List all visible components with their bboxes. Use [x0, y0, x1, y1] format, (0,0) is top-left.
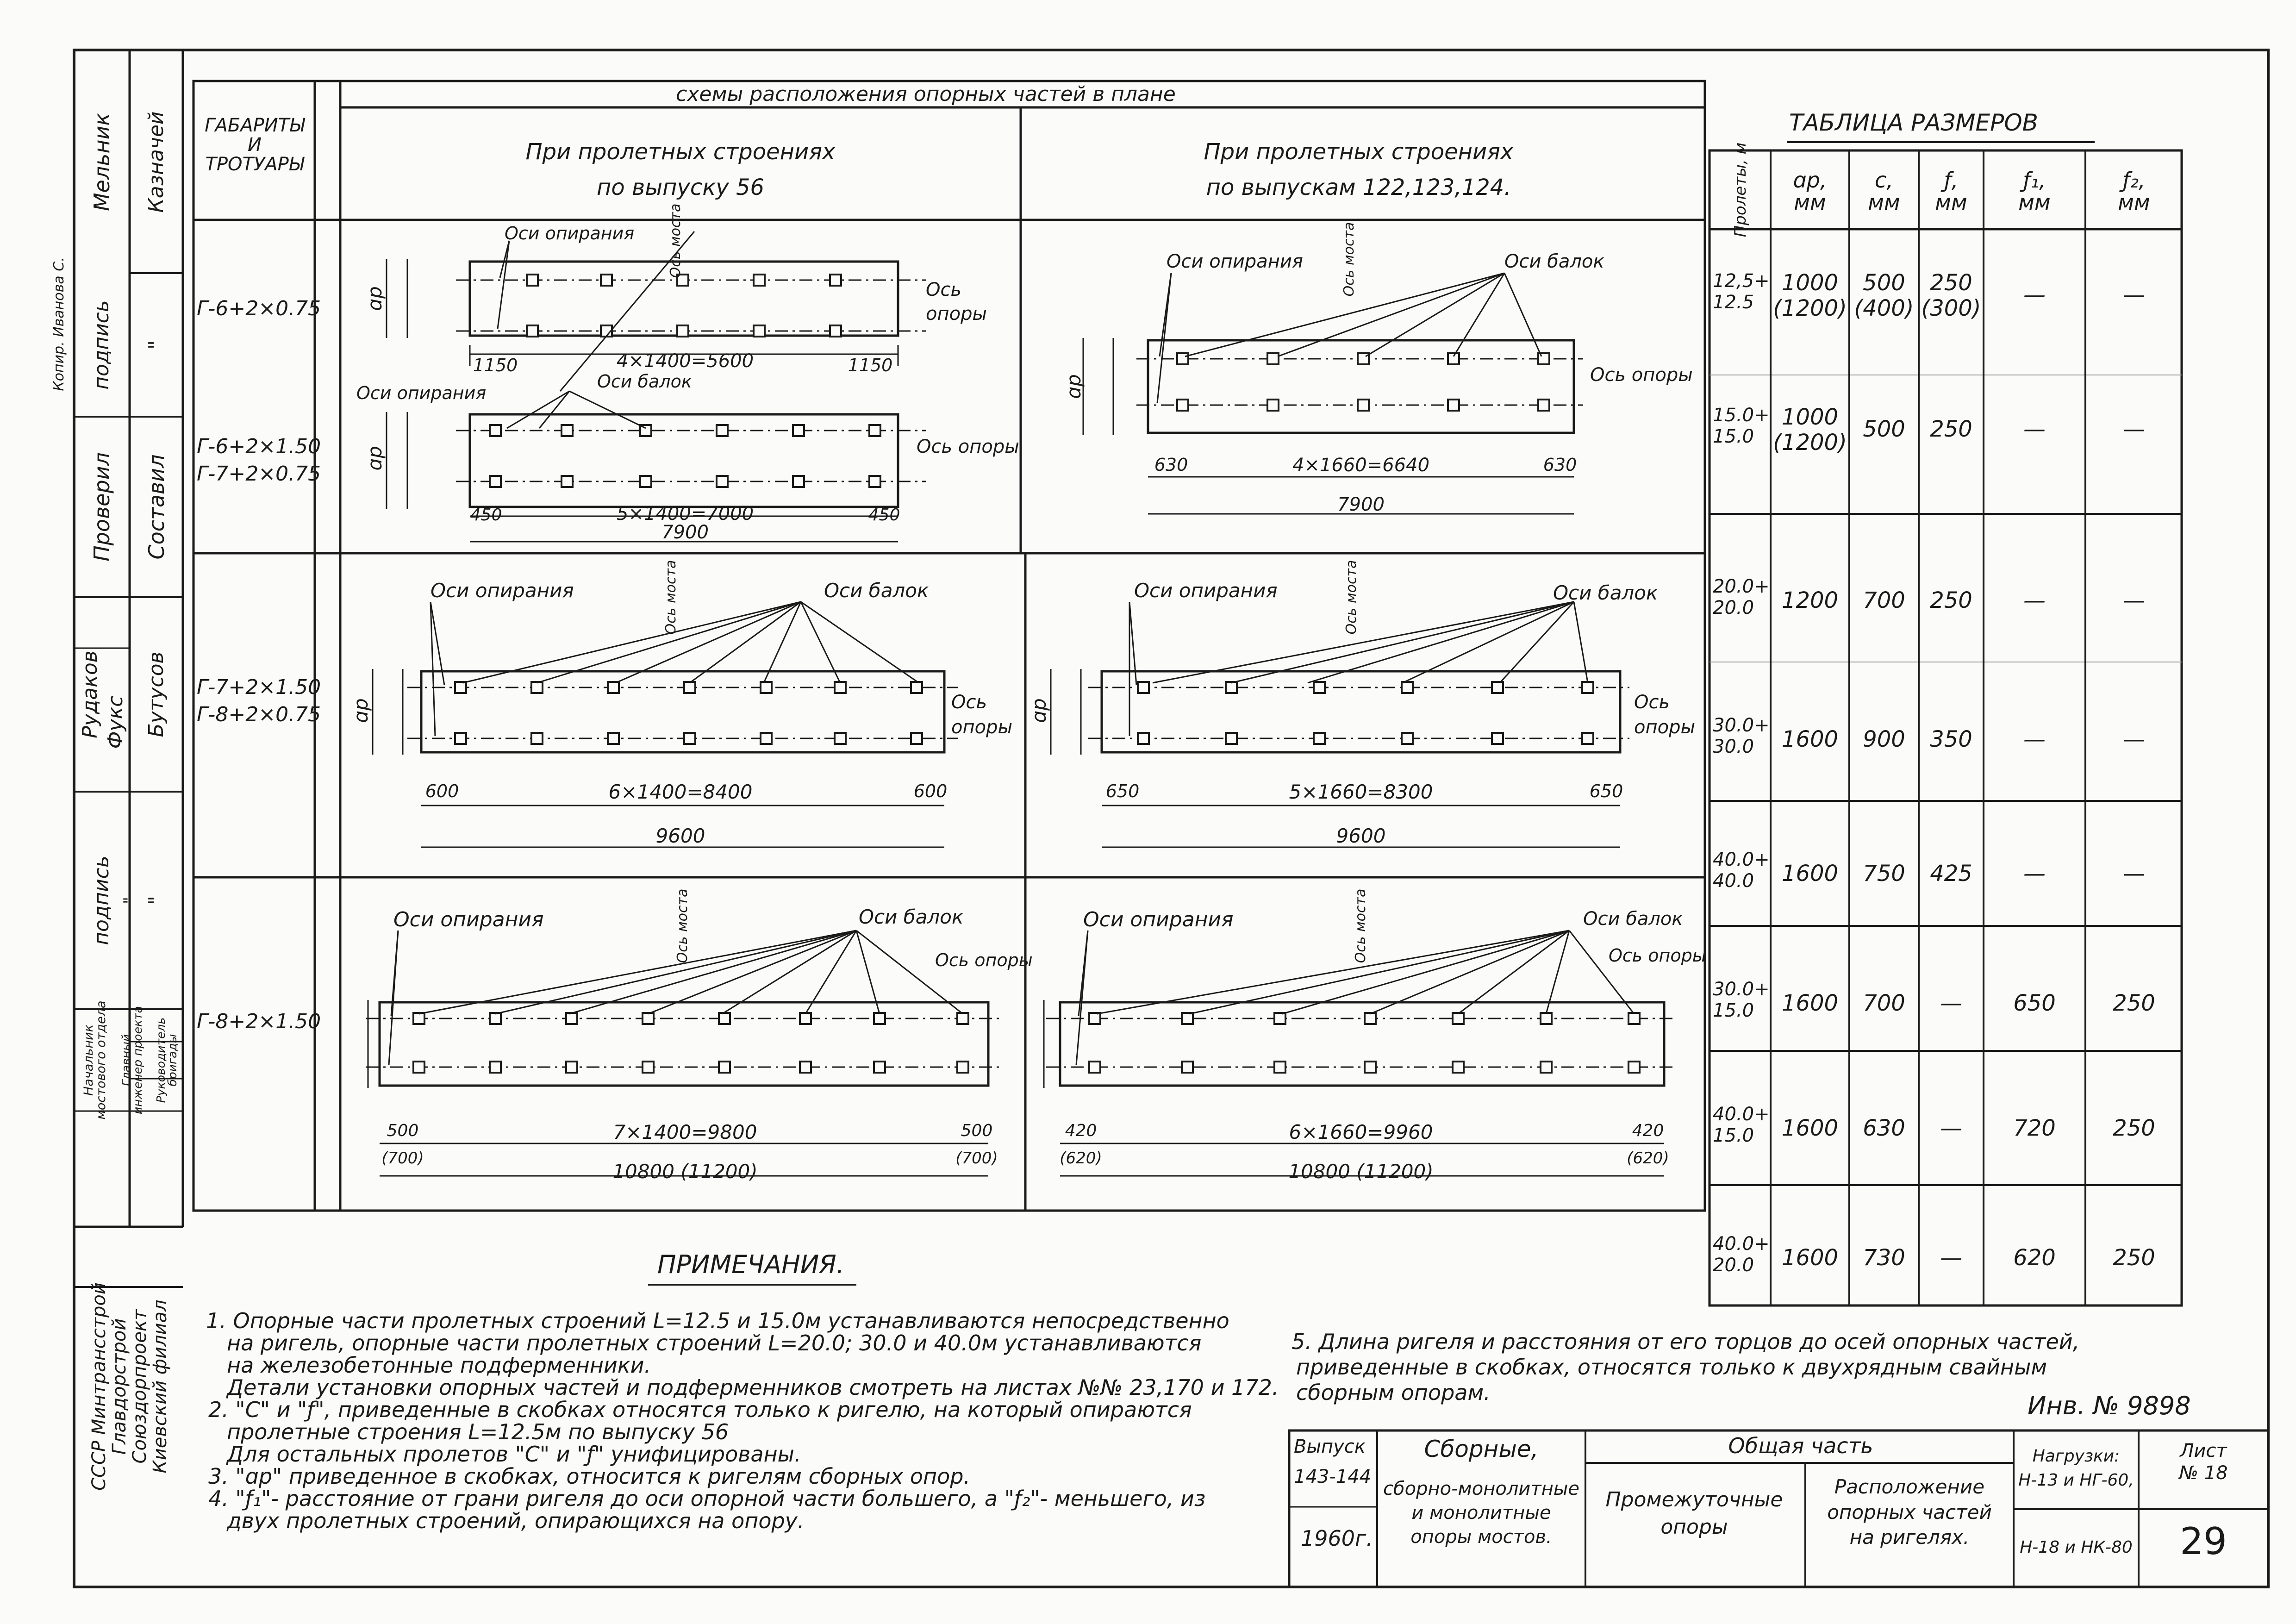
bearing-mark — [413, 1062, 424, 1073]
notes-title: ПРИМЕЧАНИЯ. — [657, 1250, 844, 1279]
plan6-dim-mid: 7×1400=9800 — [613, 1121, 757, 1143]
plan4-dim-left: 600 — [425, 781, 459, 801]
size-table-cell: 250 (300) — [1921, 270, 1981, 322]
plan6-dim-total: 10800 (11200) — [612, 1160, 758, 1183]
plan5-osi-balok: Оси балок — [1553, 581, 1658, 604]
stamp-vypusk: 143-144 — [1294, 1466, 1372, 1487]
bearing-mark — [1182, 1062, 1193, 1073]
size-table-header-f2: ƒ₂, мм — [2118, 168, 2150, 215]
bearing-mark — [835, 682, 846, 693]
bearing-mark — [1453, 1062, 1464, 1073]
bearing-mark — [566, 1062, 577, 1073]
size-table-cell: — — [2023, 587, 2046, 613]
plan7-os-opory: Ось опоры — [1609, 945, 1706, 966]
bearing-mark — [835, 733, 846, 744]
size-table-cell: 425 — [1930, 861, 1972, 887]
bearing-mark — [793, 425, 804, 436]
sidebar-copy-note: Копир. Иванова С. — [51, 257, 67, 391]
stamp-sheet-label: Лист № 18 — [2179, 1440, 2228, 1484]
bearing-mark — [562, 425, 573, 436]
bearing-mark — [490, 425, 501, 436]
bearing-mark — [608, 733, 619, 744]
size-table-cell: 1000 (1200) — [1773, 404, 1847, 456]
sidebar-proveril: Проверил — [89, 452, 114, 562]
bearing-mark — [643, 1062, 654, 1073]
bearing-mark — [1492, 682, 1503, 693]
stamp-subtitle-1: Промежуточные опоры — [1605, 1488, 1783, 1539]
bearing-mark — [761, 733, 772, 744]
plan5-ap: ɑр — [1028, 698, 1050, 723]
bearing-mark — [1089, 1062, 1100, 1073]
plan2-osi-balok: Оси балок — [597, 371, 692, 392]
size-table-cell: — — [2123, 861, 2145, 887]
bearing-mark — [1182, 1013, 1193, 1024]
bearing-mark — [793, 476, 804, 487]
sidebar-podpis-1: подпись — [90, 300, 113, 390]
plan5-dim-total: 9600 — [1336, 824, 1386, 847]
bearing-mark — [717, 425, 728, 436]
bearing-mark — [1226, 733, 1237, 744]
size-table-cell: — — [2123, 587, 2145, 613]
size-table-cell: 350 — [1930, 726, 1972, 752]
plan2-dim-left: 450 — [470, 506, 502, 525]
plan3-dim-total: 7900 — [1337, 494, 1385, 515]
bearing-mark — [874, 1062, 885, 1073]
stamp-year: 1960г. — [1301, 1526, 1373, 1551]
bearing-mark — [643, 1013, 654, 1024]
note-line: на железобетонные подферменники. — [227, 1353, 651, 1378]
plan2-dim-right: 450 — [868, 506, 900, 525]
bearing-mark — [719, 1062, 730, 1073]
plan3-osi-balok: Оси балок — [1504, 251, 1604, 272]
bearing-mark — [1177, 353, 1188, 364]
size-table-span-cell: 15.0+ 15.0 — [1713, 405, 1770, 447]
plan3-ap: ɑр — [1062, 374, 1085, 399]
sidebar-organization: СССР Минтрансстрой Главдорстрой Союздорпроект Киевский филиал — [88, 1282, 171, 1491]
bearing-mark — [1089, 1013, 1100, 1024]
bearing-mark — [527, 275, 538, 286]
size-table-span-cell: 40.0+ 15.0 — [1713, 1104, 1770, 1146]
sidebar-name-fuks: Фукс — [104, 695, 127, 749]
stamp-section: Общая часть — [1728, 1433, 1873, 1458]
plan6-os-mosta: Ось моста — [674, 888, 691, 963]
size-table-cell: — — [2023, 416, 2046, 442]
size-table-span-cell: 30.0+ 15.0 — [1713, 979, 1770, 1021]
size-table-cell: — — [2123, 726, 2145, 752]
size-table-header-c: с, мм — [1868, 168, 1900, 215]
bearing-mark — [490, 1062, 501, 1073]
plan7-osi-balok: Оси балок — [1583, 908, 1683, 930]
plan7-dim-right: 420 — [1632, 1121, 1664, 1140]
size-table-header-ap: ɑр, мм — [1793, 168, 1827, 215]
stamp-subtitle-2: Расположение опорных частей на ригелях. — [1827, 1475, 1992, 1549]
bearing-mark — [527, 325, 538, 337]
note-line: 3. "ɑр" приведенное в скобках, относится к ригелям сборных опор. — [208, 1464, 971, 1489]
plan4-ap: ɑр — [349, 698, 372, 723]
plan2-os-opory: Ось опоры — [917, 436, 1019, 457]
size-table-span-cell: 40.0+ 40.0 — [1713, 849, 1770, 892]
bearing-mark — [490, 476, 501, 487]
size-table-cell: 700 — [1863, 587, 1905, 613]
size-table-cell: 500 — [1863, 416, 1905, 442]
plan2-dim-mid: 5×1400=7000 — [616, 503, 754, 525]
plan1-dim-right: 1150 — [848, 355, 893, 375]
plan1-dim-mid: 4×1400=5600 — [616, 350, 754, 372]
bearing-mark — [677, 325, 688, 337]
stamp-title-2: сборно-монолитные и монолитные опоры мостов. — [1383, 1478, 1580, 1548]
sidebar-sostavil: Составил — [144, 454, 169, 560]
size-table-cell: — — [2123, 282, 2145, 308]
sidebar-ditto-1: " — [144, 340, 168, 350]
bearing-mark — [490, 1013, 501, 1024]
plan6-dim-right: 500 — [961, 1121, 993, 1140]
size-table-cell: 650 — [2013, 990, 2056, 1016]
bearing-mark — [1365, 1062, 1376, 1073]
size-table-cell: 900 — [1863, 726, 1905, 752]
size-table-cell: — — [1940, 1245, 1962, 1271]
bearing-mark — [455, 733, 466, 744]
bearing-mark — [1226, 682, 1237, 693]
stamp-title-1: Сборные, — [1424, 1436, 1539, 1462]
size-table-cell: 1200 — [1781, 587, 1839, 613]
bearing-mark — [717, 476, 728, 487]
bearing-mark — [1138, 733, 1149, 744]
bearing-mark — [754, 325, 765, 337]
plan3-dim-mid: 4×1660=6640 — [1292, 455, 1430, 476]
col-header-vypusk-122: При пролетных строениях по выпускам 122,123,124. — [1204, 139, 1514, 200]
size-table-cell: 250 — [2113, 1115, 2155, 1141]
note5-line: 5. Длина ригеля и расстояния от его торцов до осей опорных частей, — [1292, 1329, 2080, 1354]
plan1-os-opory: Ось опоры — [926, 279, 987, 325]
note5-line: приведенные в скобках, относятся только к двухрядным свайным — [1296, 1355, 2047, 1380]
plan7-dim-mid: 6×1660=9960 — [1289, 1121, 1433, 1143]
size-table-cell: 720 — [2013, 1115, 2056, 1141]
size-table-cell: 1600 — [1781, 726, 1839, 752]
sidebar-role-1: Начальник мостового отдела — [81, 1000, 108, 1120]
bearing-mark — [1541, 1062, 1552, 1073]
sidebar-name-rudakov: Рудаков — [78, 650, 102, 738]
bearing-mark — [800, 1062, 811, 1073]
stamp-vypusk-label: Выпуск — [1294, 1436, 1366, 1457]
bearing-mark — [1582, 733, 1593, 744]
plan6-dim-left-alt: (700) — [381, 1149, 424, 1168]
plan6-os-opory: Ось опоры — [935, 950, 1033, 970]
size-table-cell: 1000 (1200) — [1773, 270, 1847, 322]
size-table-cell: — — [2023, 282, 2046, 308]
bearing-mark — [640, 476, 651, 487]
bearing-mark — [800, 1013, 811, 1024]
plan4-dim-mid: 6×1400=8400 — [608, 781, 753, 803]
bearing-mark — [1492, 733, 1503, 744]
stamp-loads-1: Нагрузки: Н-13 и НГ-60, — [2018, 1447, 2134, 1490]
plan3-os-mosta: Ось моста — [1341, 222, 1357, 297]
bearing-mark — [684, 682, 695, 693]
bearing-mark — [684, 733, 695, 744]
plan5-os-opory: Ось опоры — [1634, 692, 1696, 738]
bearing-mark — [1628, 1013, 1640, 1024]
size-table-cell: 250 — [1930, 416, 1972, 442]
plan1-ap: ɑр — [363, 286, 386, 311]
plan6-osi-opiraniya: Оси опирания — [393, 908, 544, 931]
size-table-span-cell: 30.0+ 30.0 — [1713, 715, 1770, 757]
size-table-cell: — — [2023, 861, 2046, 887]
bearing-mark — [608, 682, 619, 693]
plan2-ap: ɑр — [363, 446, 386, 471]
plan7-os-mosta: Ось моста — [1353, 888, 1369, 963]
gabarit-row-2: Г-6+2×1.50 Г-7+2×0.75 — [197, 435, 321, 486]
bearing-mark — [1138, 682, 1149, 693]
bearing-mark — [1448, 400, 1459, 411]
bearing-mark — [869, 425, 880, 436]
plan1-os-mosta: Ось моста — [668, 203, 684, 278]
plan5-dim-right: 650 — [1589, 781, 1623, 801]
plan4-os-mosta: Ось моста — [663, 560, 679, 635]
bearing-mark — [911, 682, 922, 693]
bearing-mark — [1541, 1013, 1552, 1024]
bearing-mark — [1453, 1013, 1464, 1024]
size-table-header-span: Пролеты, м — [1731, 142, 1750, 237]
plan7-dim-left: 420 — [1065, 1121, 1097, 1140]
bearing-mark — [1314, 682, 1325, 693]
col-header-vypusk-56: При пролетных строениях по выпуску 56 — [525, 139, 836, 200]
bearing-mark — [754, 275, 765, 286]
sidebar-role-2: Главный инженер проекта — [119, 1006, 144, 1114]
plan4-osi-opiraniya: Оси опирания — [430, 579, 574, 602]
plan7-dim-right-alt: (620) — [1627, 1149, 1669, 1168]
size-table-span-cell: 40.0+ 20.0 — [1713, 1233, 1770, 1276]
size-table-cell: 250 — [2113, 990, 2155, 1016]
bearing-mark — [1358, 400, 1369, 411]
size-table-cell: — — [2123, 416, 2145, 442]
size-table-cell: 1600 — [1781, 861, 1839, 887]
bearing-mark — [1267, 353, 1279, 364]
note5-line: сборным опорам. — [1296, 1380, 1491, 1405]
bearing-mark — [719, 1013, 730, 1024]
size-table-cell: 250 — [2113, 1245, 2155, 1271]
size-table-cell: 1600 — [1781, 990, 1839, 1016]
bearing-mark — [562, 476, 573, 487]
plan5-os-mosta: Ось моста — [1343, 560, 1360, 635]
plan2-dim-total: 7900 — [661, 522, 709, 543]
size-table-header-f1: ƒ₁, мм — [2018, 168, 2051, 215]
size-table-cell: — — [2023, 726, 2046, 752]
bearing-mark — [957, 1062, 968, 1073]
bearing-mark — [1448, 353, 1459, 364]
bearing-mark — [830, 275, 841, 286]
bearing-mark — [1365, 1013, 1376, 1024]
sidebar-name-kaznachei: Казначей — [144, 111, 168, 213]
plan3-osi-opiraniya: Оси опирания — [1167, 251, 1303, 272]
size-table-cell: 500 (400) — [1854, 270, 1914, 322]
size-table-cell: — — [1940, 1115, 1962, 1141]
size-table-cell: 1600 — [1781, 1245, 1839, 1271]
sidebar-role-3: Руководитель бригады — [154, 1017, 179, 1103]
plan3-dim-right: 630 — [1543, 455, 1577, 475]
note-line: двух пролетных строений, опирающихся на опору. — [227, 1508, 805, 1533]
plan5-dim-mid: 5×1660=8300 — [1289, 781, 1433, 803]
sidebar-podpis-2: подпись — [90, 856, 113, 945]
size-table-title: ТАБЛИЦА РАЗМЕРОВ — [1789, 109, 2038, 136]
bearing-mark — [1314, 733, 1325, 744]
size-table-cell: 730 — [1863, 1245, 1905, 1271]
note-line: на ригель, опорные части пролетных строений L=20.0; 30.0 и 40.0м устанавливаются — [227, 1330, 1202, 1355]
bearing-mark — [1402, 733, 1413, 744]
plan6-osi-balok: Оси балок — [859, 906, 964, 928]
plan6-dim-left: 500 — [387, 1121, 419, 1140]
note-line: Для остальных пролетов "С" и "ƒ" унифицированы. — [227, 1442, 801, 1467]
plan3-os-opory: Ось опоры — [1590, 364, 1693, 386]
size-table-span-cell: 20.0+ 20.0 — [1713, 576, 1770, 618]
plan5-dim-left: 650 — [1105, 781, 1140, 801]
stamp-page-number: 29 — [2180, 1520, 2227, 1563]
bearing-mark — [1177, 400, 1188, 411]
plan2-osi-opiraniya: Оси опирания — [356, 383, 487, 403]
bearing-mark — [874, 1013, 885, 1024]
stamp-loads-2: Н-18 и НК-80 — [2020, 1538, 2133, 1557]
plan6-dim-right-alt: (700) — [955, 1149, 998, 1168]
sidebar-name-melnik: Мельник — [89, 112, 114, 212]
plan4-osi-balok: Оси балок — [824, 579, 929, 602]
plan1-osi-opiraniya: Оси опирания — [505, 223, 635, 244]
size-table-cell: 700 — [1863, 990, 1905, 1016]
size-table-cell: 250 — [1930, 587, 1972, 613]
sidebar-ditto-2: " — [144, 895, 168, 906]
bearing-mark — [761, 682, 772, 693]
sidebar-name-butusov: Бутусов — [144, 651, 168, 737]
schemes-title: схемы расположения опорных частей в плане — [676, 82, 1176, 106]
bearing-mark — [1582, 682, 1593, 693]
bearing-mark — [531, 733, 543, 744]
bearing-mark — [601, 275, 612, 286]
size-table-cell: 620 — [2013, 1245, 2056, 1271]
bearing-mark — [957, 1013, 968, 1024]
gabarit-row-4: Г-8+2×1.50 — [197, 1010, 321, 1033]
plan4-os-opory: Ось опоры — [951, 692, 1013, 738]
inventory-number: Инв. № 9898 — [2028, 1391, 2191, 1420]
size-table-cell: 1600 — [1781, 1115, 1839, 1141]
plan7-dim-left-alt: (620) — [1060, 1149, 1102, 1168]
bearing-mark — [1267, 400, 1279, 411]
bearing-mark — [1274, 1013, 1285, 1024]
note-line: 2. "С" и "ƒ", приведенные в скобках относятся только к ригелю, на который опираются — [208, 1397, 1192, 1422]
bearing-mark — [455, 682, 466, 693]
col-header-gabarity: ГАБАРИТЫ И ТРОТУАРЫ — [205, 115, 305, 175]
bearing-mark — [566, 1013, 577, 1024]
plan4-dim-right: 600 — [913, 781, 948, 801]
bearing-mark — [911, 733, 922, 744]
bearing-mark — [1538, 353, 1549, 364]
plan7-osi-opiraniya: Оси опирания — [1083, 908, 1234, 931]
size-table-cell: — — [1940, 990, 1962, 1016]
bearing-mark — [1538, 400, 1549, 411]
size-table-cell: 750 — [1863, 861, 1905, 887]
plan5-osi-opiraniya: Оси опирания — [1134, 579, 1278, 602]
gabarit-row-3: Г-7+2×1.50 Г-8+2×0.75 — [197, 675, 321, 727]
plan3-dim-left: 630 — [1154, 455, 1188, 475]
bearing-mark — [413, 1013, 424, 1024]
gabarit-row-1: Г-6+2×0.75 — [197, 297, 321, 320]
bearing-mark — [869, 476, 880, 487]
note-line: пролетные строения L=12.5м по выпуску 56 — [227, 1419, 729, 1444]
bearing-mark — [830, 325, 841, 337]
bearing-mark — [1274, 1062, 1285, 1073]
size-table-span-cell: 12,5+ 12.5 — [1713, 270, 1770, 313]
note-line: 1. Опорные части пролетных строений L=12.5 и 15.0м устанавливаются непосредственно — [206, 1308, 1229, 1333]
bearing-mark — [1402, 682, 1413, 693]
note-line: Детали установки опорных частей и подферменников смотреть на листах №№ 23,170 и 172. — [227, 1375, 1279, 1400]
bearing-mark — [531, 682, 543, 693]
bearing-mark — [1628, 1062, 1640, 1073]
size-table-cell: 630 — [1863, 1115, 1905, 1141]
plan7-dim-total: 10800 (11200) — [1288, 1160, 1434, 1183]
size-table-header-f: ƒ, мм — [1935, 168, 1967, 215]
plan4-dim-total: 9600 — [655, 824, 705, 847]
sidebar-ditto-3: " — [120, 897, 139, 904]
note-line: 4. "ƒ₁"- расстояние от грани ригеля до оси опорной части большего, а "ƒ₂"- меньшего, из — [208, 1486, 1206, 1511]
plan1-dim-left: 1150 — [473, 355, 518, 375]
